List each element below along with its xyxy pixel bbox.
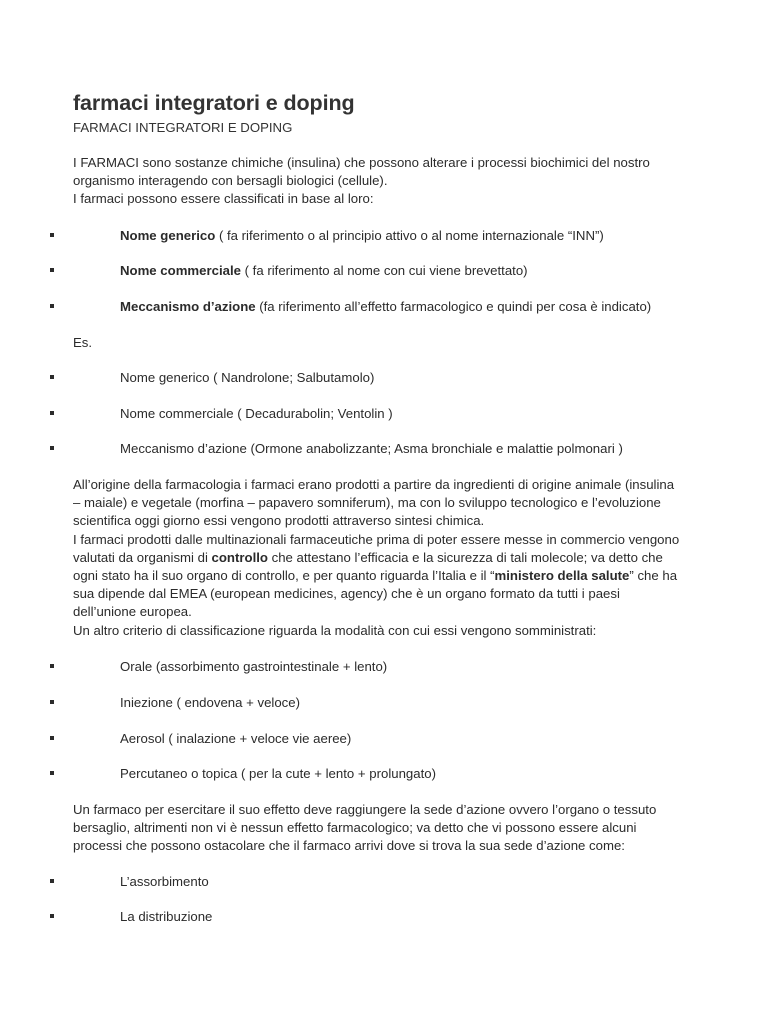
list-item-text: L’assorbimento bbox=[120, 874, 209, 889]
text-line: valutati da organismi di controllo che attestano l’efficacia e la sicurezza di tali molecole; va detto che bbox=[73, 549, 663, 565]
text-line: dell’unione europea. bbox=[73, 604, 192, 620]
text-line: Un altro criterio di classificazione riguarda la modalità con cui essi vengono somministrati: bbox=[73, 622, 597, 638]
es-paragraph bbox=[73, 334, 703, 352]
bullet-icon bbox=[50, 411, 54, 415]
text-line: ogni stato ha il suo organo di controllo, e per quanto riguarda l’Italia e il “ministero della salute” che ha bbox=[73, 568, 678, 584]
list-item-text: Iniezione ( endovena + veloce) bbox=[120, 695, 300, 710]
intro-paragraph bbox=[73, 154, 703, 209]
document-page bbox=[73, 89, 703, 924]
list-item-text: La distribuzione bbox=[120, 909, 213, 924]
bullet-icon bbox=[50, 700, 54, 704]
bullet-icon bbox=[50, 233, 54, 237]
text-line: I FARMACI sono sostanze chimiche (insulina) che possono alterare i processi biochimici del nostro bbox=[73, 155, 650, 170]
list-item-text: Orale (assorbimento gastrointestinale + lento) bbox=[120, 659, 388, 674]
bullet-icon bbox=[50, 268, 54, 272]
text-line: scientifica oggi giorno essi vengono prodotti attraverso sintesi chimica. bbox=[73, 513, 485, 529]
bullet-icon bbox=[50, 771, 54, 775]
document-title: farmaci integratori e doping bbox=[73, 91, 355, 115]
list-item-term: Nome commerciale bbox=[120, 263, 241, 278]
text-line: sua dipende dal EMEA (european medicines, agency) che è un organo formato da tutti i paesi bbox=[73, 586, 620, 602]
document-subtitle: FARMACI INTEGRATORI E DOPING bbox=[73, 120, 293, 135]
list-item-text: Percutaneo o topica ( per la cute + lento + prolungato) bbox=[120, 766, 436, 781]
bullet-icon bbox=[50, 879, 54, 883]
list-item-text: Aerosol ( inalazione + veloce vie aeree) bbox=[120, 731, 352, 746]
text-line: All’origine della farmacologia i farmaci erano prodotti a partire da ingredienti di origine animale (insulina bbox=[73, 477, 675, 492]
list-item-text: Nome generico ( Nandrolone; Salbutamolo) bbox=[120, 370, 375, 385]
text-line: processi che possono ostacolare che il farmaco arrivi dove si trova la sua sede d’azione come: bbox=[73, 838, 625, 854]
bullet-icon bbox=[50, 664, 54, 668]
history-paragraph bbox=[73, 476, 703, 640]
bold-term: controllo bbox=[211, 549, 268, 565]
bullet-icon bbox=[50, 375, 54, 379]
effect-paragraph bbox=[73, 801, 703, 856]
list-item-desc: ( fa riferimento al nome con cui viene brevettato) bbox=[240, 263, 528, 278]
text-line: I farmaci prodotti dalle multinazionali farmaceutiche prima di poter essere messe in commercio vengono bbox=[73, 531, 680, 547]
bold-term: ministero della salute bbox=[494, 568, 630, 584]
list-item-text: Nome commerciale ( Decadurabolin; Ventolin ) bbox=[120, 406, 393, 421]
text-line: – maiale) e vegetale (morfina – papavero somniferum), ma con lo sviluppo tecnologico e l’evoluzione bbox=[73, 495, 661, 511]
text-line: Un farmaco per esercitare il suo effetto deve raggiungere la sede d’azione ovvero l’organo o tessuto bbox=[73, 802, 657, 817]
list-item-desc: (fa riferimento all’effetto farmacologico e quindi per cosa è indicato) bbox=[255, 299, 652, 314]
text-line: organismo interagendo con bersagli biologici (cellule). bbox=[73, 173, 388, 189]
text-line: I farmaci possono essere classificati in base al loro: bbox=[73, 191, 374, 207]
text-line: bersaglio, altrimenti non vi è nessun effetto farmacologico; va detto che vi possono essere alcuni bbox=[73, 820, 637, 836]
list-item-desc: ( fa riferimento o al principio attivo o al nome internazionale “INN”) bbox=[215, 228, 604, 243]
list-item-term: Meccanismo d’azione bbox=[120, 299, 256, 314]
bullet-icon bbox=[50, 304, 54, 308]
bullet-icon bbox=[50, 914, 54, 918]
bullet-icon bbox=[50, 736, 54, 740]
list-item-term: Nome generico bbox=[120, 228, 216, 243]
bullet-icon bbox=[50, 446, 54, 450]
es-label: Es. bbox=[73, 335, 93, 350]
list-item-text: Meccanismo d’azione (Ormone anabolizzante; Asma bronchiale e malattie polmonari ) bbox=[120, 441, 623, 456]
